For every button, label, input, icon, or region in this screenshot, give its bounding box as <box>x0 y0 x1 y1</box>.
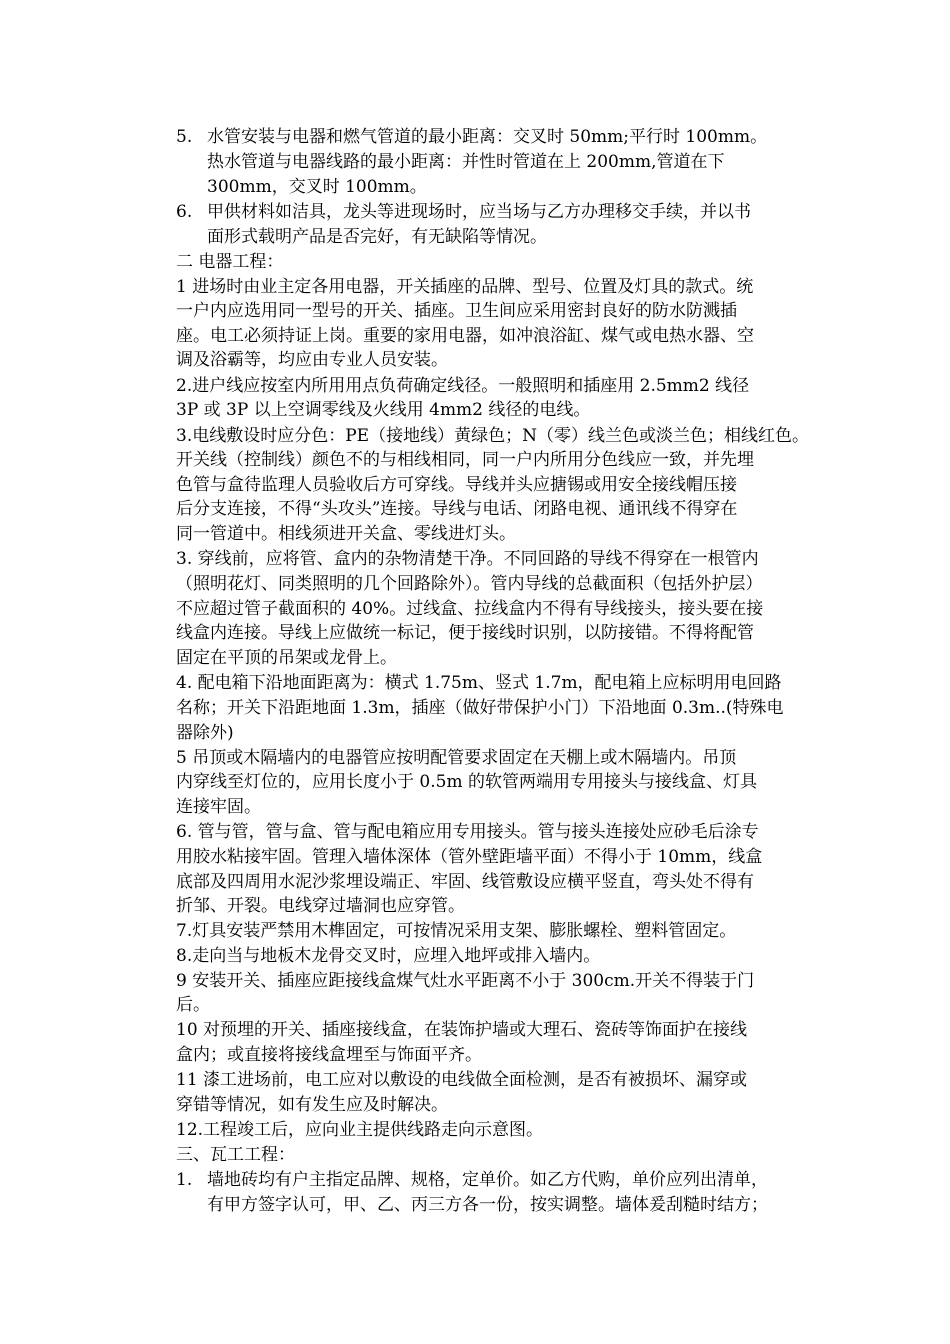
text-line: 甲供材料如洁具，龙头等进现场时，应当场与乙方办理移交手续，并以书 <box>207 202 751 222</box>
text-line: 穿错等情况，如有发生应及时解决。 <box>176 1095 448 1115</box>
text-line: 11 漆工进场前，电工应对以敷设的电线做全面检测，是否有被损坏、漏穿或 <box>176 1070 748 1090</box>
text-line: 面形式载明产品是否完好，有无缺陷等情况。 <box>207 227 547 247</box>
text-line: 固定在平顶的吊架或龙骨上。 <box>176 648 397 668</box>
text-line: 9 安装开关、插座应距接线盒煤气灶水平距离不小于 300cm.开关不得装于门 <box>176 971 755 991</box>
text-line: 4. 配电箱下沿地面距离为：横式 1.75m、竖式 1.7m，配电箱上应标明用电回路 <box>176 673 782 693</box>
list-number: 5. <box>176 127 193 147</box>
text-line: 调及浴霸等，均应由专业人员安装。 <box>176 350 448 370</box>
text-line: 用胶水粘接牢固。管理入墙体深体（管外壁距墙平面）不得小于 10mm，线盒 <box>176 847 763 867</box>
text-line: 墙地砖均有户主指定品牌、规格，定单价。如乙方代购，单价应列出清单， <box>207 1170 768 1190</box>
text-line: 300mm，交叉时 100mm。 <box>207 177 427 197</box>
text-line: 后。 <box>176 995 210 1015</box>
text-line: 连接牢固。 <box>176 797 261 817</box>
text-line: 折邹、开裂。电线穿过墙洞也应穿管。 <box>176 896 465 916</box>
section-heading: 二 电器工程： <box>176 252 284 272</box>
text-line: 开关线（控制线）颜色不的与相线相同，同一户内所用分色线应一致，并先埋 <box>176 450 754 470</box>
text-line: 2.进户线应按室内所用用点负荷确定线径。一般照明和插座用 2.5mm2 线径 <box>176 376 750 396</box>
text-line: 3P 或 3P 以上空调零线及火线用 4mm2 线径的电线。 <box>176 400 591 420</box>
text-line: 热水管道与电器线路的最小距离：并性时管道在上 200mm,管道在下 <box>207 152 725 172</box>
text-line: 1 进场时由业主定各用电器，开关插座的品牌、型号、位置及灯具的款式。统 <box>176 277 754 297</box>
text-line: （照明花灯、同类照明的几个回路除外）。管内导线的总截面积（包括外护层） <box>176 574 763 594</box>
text-line: 有甲方签字认可，甲、乙、丙三方各一份，按实调整。墙体爰刮糙时结方； <box>207 1195 768 1215</box>
text-line: 色管与盒待监理人员验收后方可穿线。导线并头应搪锡或用安全接线帽压接 <box>176 475 737 495</box>
text-line: 名称；开关下沿距地面 1.3m，插座（做好带保护小门）下沿地面 0.3m..(特殊电 <box>176 698 784 718</box>
text-line: 底部及四周用水泥沙浆埋设端正、牢固、线管敷设应横平竖直，弯头处不得有 <box>176 872 754 892</box>
text-line: 内穿线至灯位的，应用长度小于 0.5m 的软管两端用专用接头与接线盒、灯具 <box>176 772 757 792</box>
text-line: 水管安装与电器和燃气管道的最小距离：交叉时 50mm;平行时 100mm。 <box>207 127 768 147</box>
text-line: 不应超过管子截面积的 40%。过线盒、拉线盒内不得有导线接头，接头要在接 <box>176 599 764 619</box>
section-heading: 三、瓦工工程： <box>176 1145 295 1165</box>
text-line: 后分支连接，不得“头攻头”连接。导线与电话、闭路电视、通讯线不得穿在 <box>176 499 738 519</box>
text-line: 一户内应选用同一型号的开关、插座。卫生间应采用密封良好的防水防溅插 <box>176 301 737 321</box>
text-line: 8.走向当与地板木龙骨交叉时，应埋入地坪或排入墙内。 <box>176 946 601 966</box>
text-line: 3. 穿线前，应将管、盒内的杂物清楚干净。不同回路的导线不得穿在一根管内 <box>176 549 759 569</box>
text-line: 线盒内连接。导线上应做统一标记，便于接线时识别，以防接错。不得将配管 <box>176 623 754 643</box>
list-number: 6. <box>176 202 193 222</box>
list-number: 1. <box>176 1170 193 1190</box>
text-line: 器除外) <box>176 723 234 743</box>
text-line: 座。电工必须持证上岗。重要的家用电器，如冲浪浴缸、煤气或电热水器、空 <box>176 326 754 346</box>
text-line: 6. 管与管，管与盒、管与配电箱应用专用接头。管与接头连接处应砂毛后涂专 <box>176 822 759 842</box>
text-line: 3.电线敷设时应分色：PE（接地线）黄绿色；N（零）线兰色或淡兰色；相线红色。 <box>176 426 809 446</box>
text-line: 10 对预埋的开关、插座接线盒，在装饰护墙或大理石、瓷砖等饰面护在接线 <box>176 1020 748 1040</box>
text-line: 7.灯具安装严禁用木榫固定，可按情况采用支架、膨胀螺栓、塑料管固定。 <box>176 921 737 941</box>
text-line: 盒内；或直接将接线盒埋至与饰面平齐。 <box>176 1045 482 1065</box>
text-line: 5 吊顶或木隔墙内的电器管应按明配管要求固定在天棚上或木隔墙内。吊顶 <box>176 748 737 768</box>
text-line: 12.工程竣工后，应向业主提供线路走向示意图。 <box>176 1120 544 1140</box>
text-line: 同一管道中。相线须进开关盒、零线进灯头。 <box>176 524 516 544</box>
